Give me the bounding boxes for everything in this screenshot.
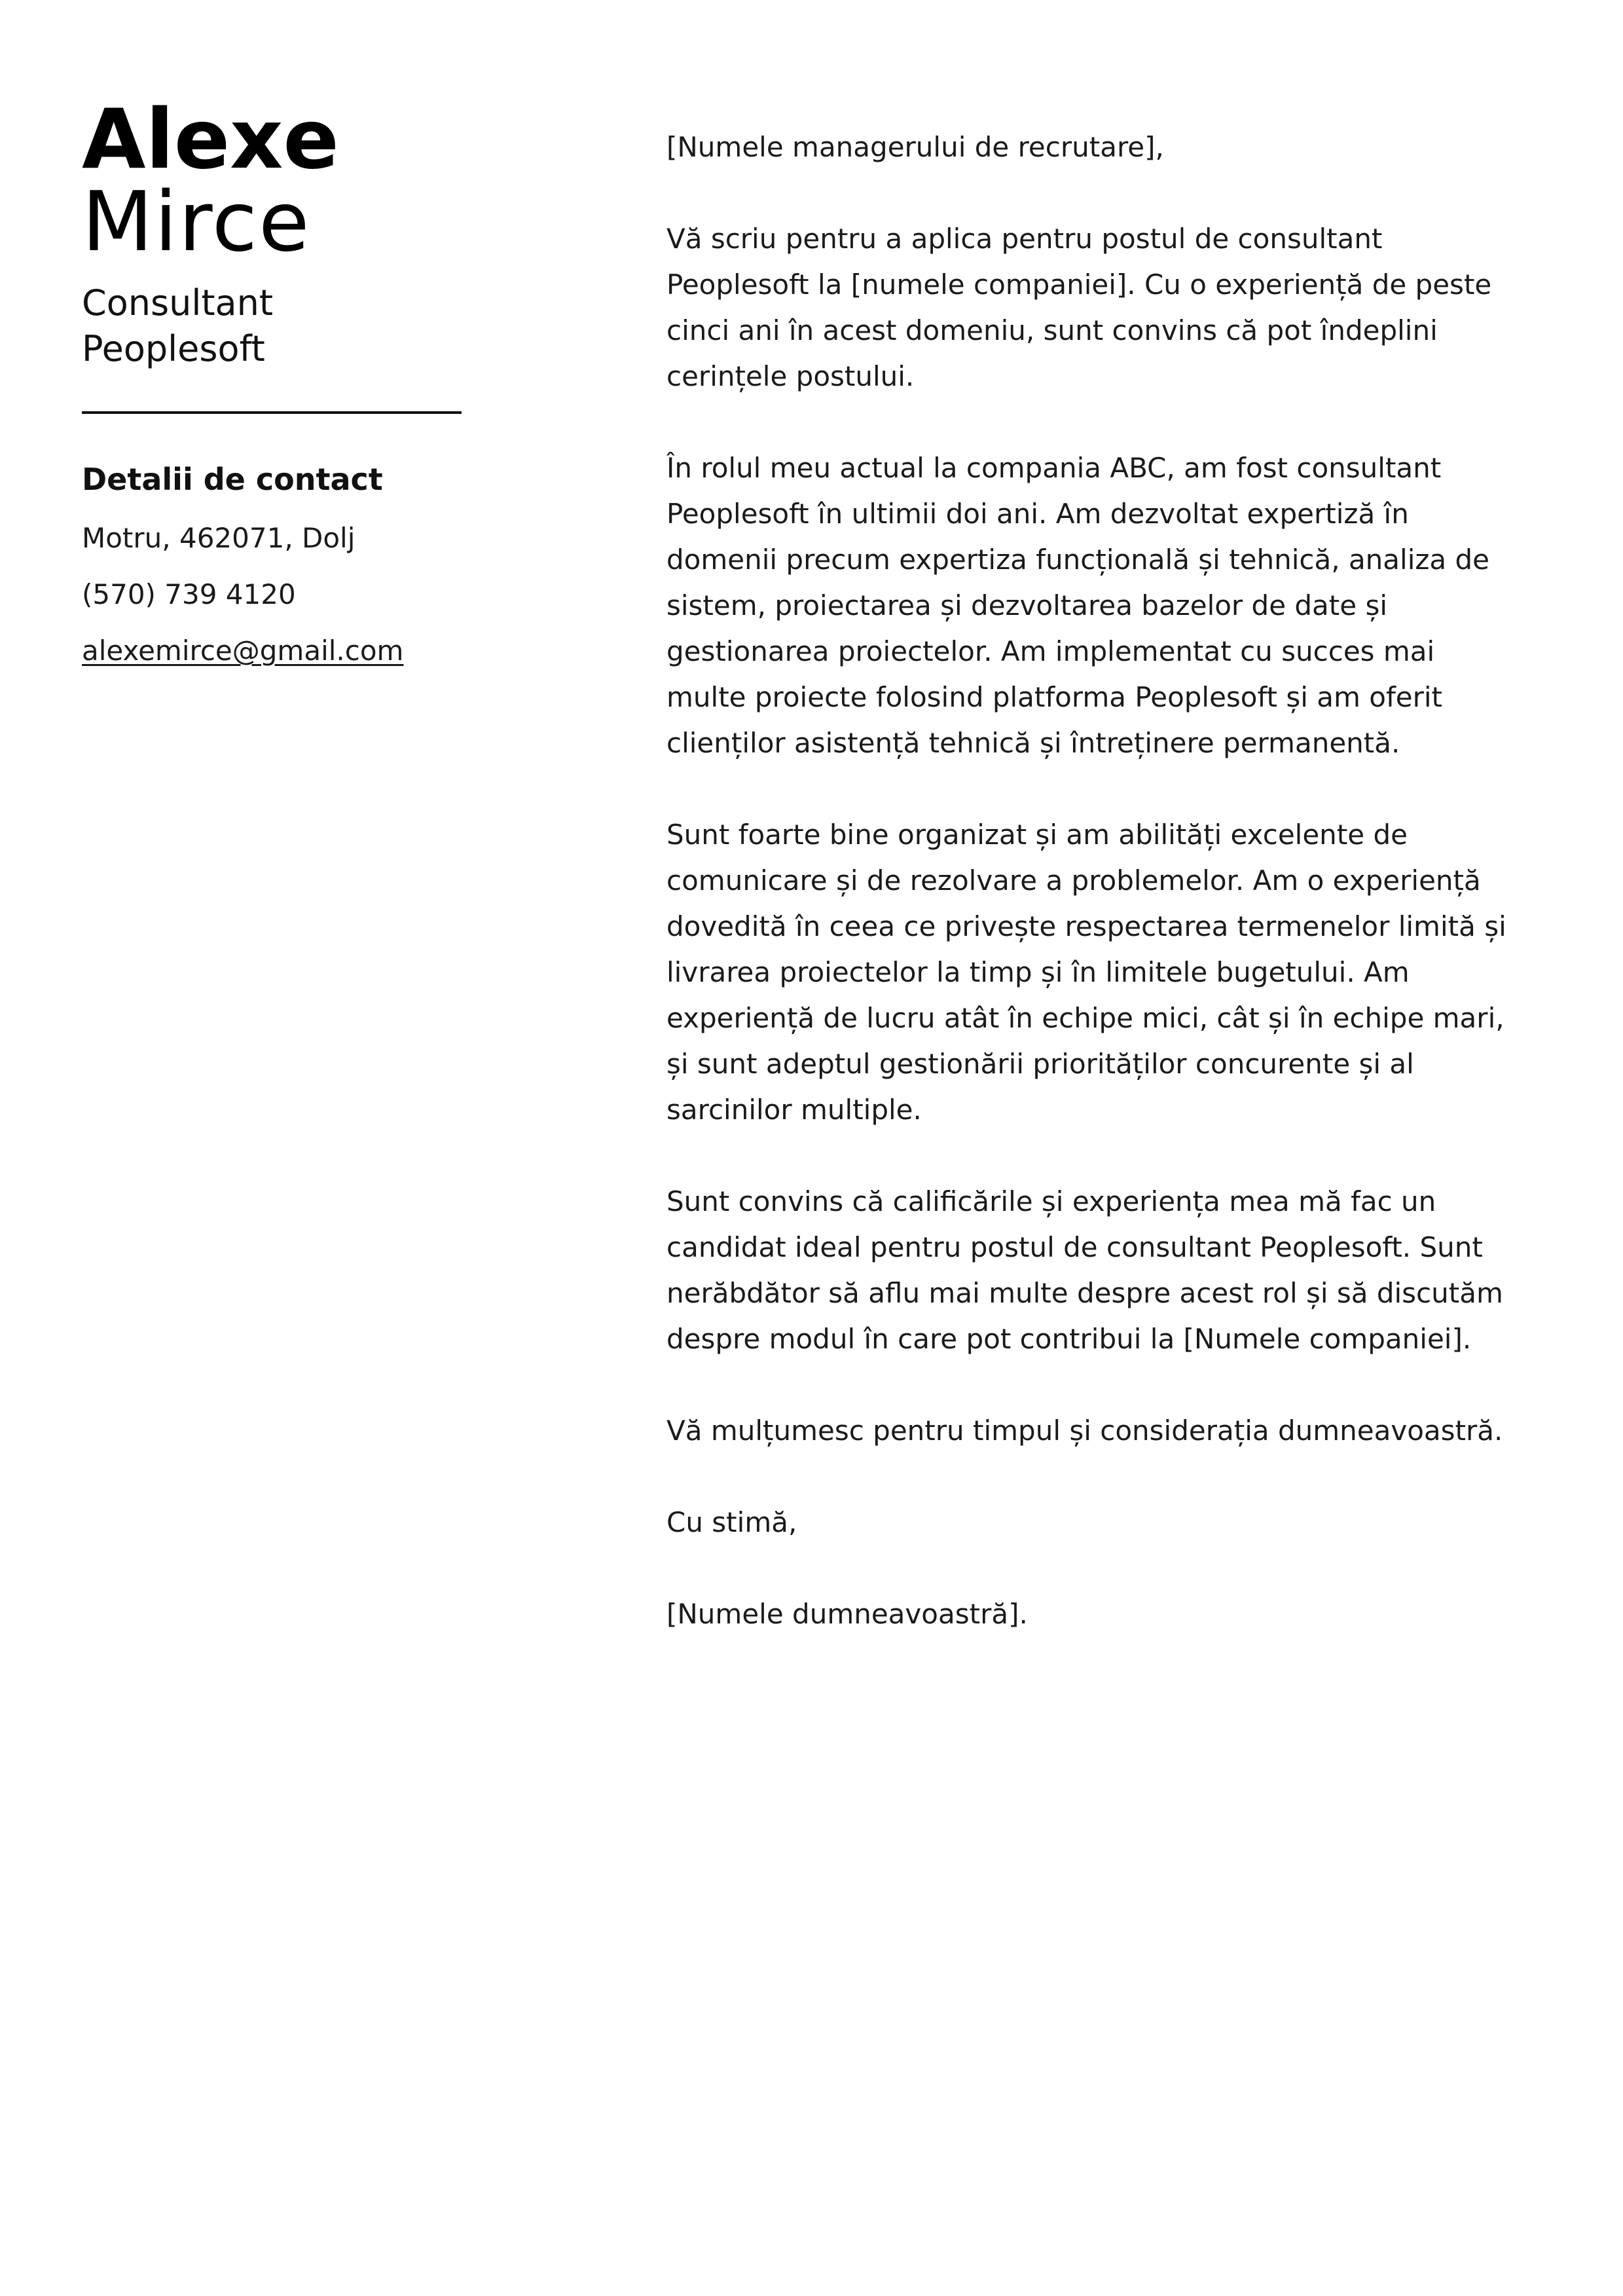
contact-heading: Detalii de contact [82, 462, 383, 497]
divider [82, 411, 462, 414]
letter-paragraph: Sunt foarte bine organizat și am abilități excelente de comunicare și de rezolvare a problemelor. Am o experiență dovedită în ceea ce privește respectarea termenelor limită și livrarea proiectelor la timp și în limitele bugetului. Am experiență de lucru atât în echipe mici, cât și în echipe mari, și sunt adeptul gestionării priorităților concurente și al sarcinilor multiple. [666, 819, 1506, 1126]
contact-phone: (570) 739 4120 [82, 578, 296, 610]
letter-paragraph: În rolul meu actual la compania ABC, am fost consultant Peoplesoft în ultimii doi ani. Am dezvoltat expertiză în domenii precum expertiza funcțională și tehnică, analiza de sistem, proiectarea și dezvoltarea bazelor de date și gestionarea proiectelor. Am implementat cu succes mai multe proiecte folosind platforma Peoplesoft și am oferit clienților asistență tehnică și întreținere permanentă. [666, 452, 1490, 759]
contact-email-link[interactable]: alexemirce@gmail.com [82, 635, 404, 667]
letter-paragraph: Vă mulțumesc pentru timpul și considerația dumneavoastră. [666, 1415, 1503, 1447]
letter-body [666, 124, 1518, 1683]
job-title: Consultant Peoplesoft [82, 282, 273, 369]
letter-salutation: [Numele managerului de recrutare], [666, 131, 1164, 163]
letter-paragraph: Vă scriu pentru a aplica pentru postul de consultant Peoplesoft la [numele companiei]. Cu o experiență de peste cinci ani în acest domeniu, sunt convins că pot îndeplini cerințele postului. [666, 223, 1492, 392]
first-name: Alexe [82, 91, 339, 187]
last-name: Mirce [82, 174, 311, 270]
contact-address: Motru, 462071, Dolj [82, 522, 356, 554]
sidebar [82, 91, 462, 669]
letter-signature: [Numele dumneavoastră]. [666, 1598, 1028, 1630]
letter-paragraph: Sunt convins că calificările și experiența mea mă fac un candidat ideal pentru postul de consultant Peoplesoft. Sunt nerăbdător să aflu mai multe despre acest rol și să discutăm despre modul în care pot contribui la [Numele companiei]. [666, 1185, 1503, 1355]
letter-closing: Cu stimă, [666, 1506, 797, 1538]
